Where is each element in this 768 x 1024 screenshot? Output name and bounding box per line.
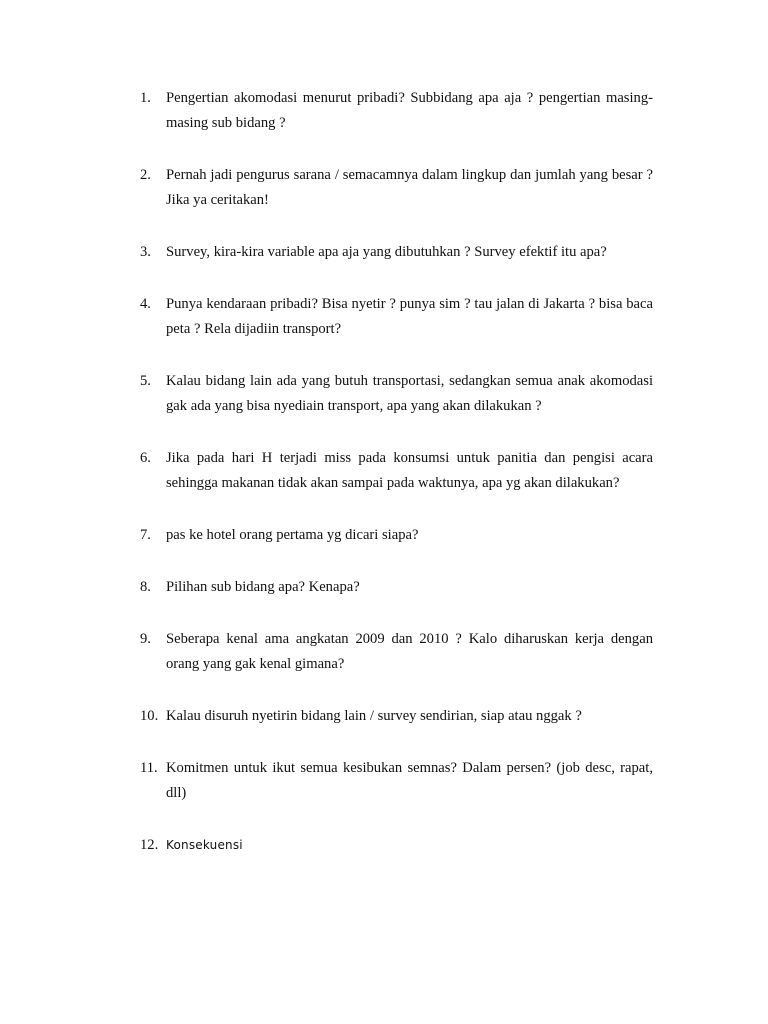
question-number: 5. [140, 373, 151, 389]
question-item-3 [140, 240, 653, 265]
question-number: 12. [140, 837, 159, 853]
question-text: Pengertian akomodasi menurut pribadi? Subbidang apa aja ? pengertian masing-masing sub bidang ? [166, 90, 653, 131]
question-number: 1. [140, 90, 151, 106]
question-item-10 [140, 704, 653, 729]
question-number: 2. [140, 167, 151, 183]
question-item-4 [140, 292, 653, 342]
question-item-9 [140, 627, 653, 677]
question-text: pas ke hotel orang pertama yg dicari siapa? [166, 527, 419, 543]
question-list [140, 86, 653, 885]
question-item-8 [140, 575, 653, 600]
question-text: Seberapa kenal ama angkatan 2009 dan 2010 ? Kalo diharuskan kerja dengan orang yang gak kenal gimana? [166, 631, 653, 672]
question-text: Punya kendaraan pribadi? Bisa nyetir ? punya sim ? tau jalan di Jakarta ? bisa baca peta ? Rela dijadiin transport? [166, 296, 653, 337]
question-number: 10. [140, 708, 159, 724]
question-text: Survey, kira-kira variable apa aja yang dibutuhkan ? Survey efektif itu apa? [166, 244, 607, 260]
question-number: 3. [140, 244, 151, 260]
question-text: Komitmen untuk ikut semua kesibukan semnas? Dalam persen? (job desc, rapat, dll) [166, 760, 653, 801]
question-text: Pilihan sub bidang apa? Kenapa? [166, 579, 360, 595]
question-number: 9. [140, 631, 151, 647]
question-number: 11. [140, 760, 158, 776]
question-item-11 [140, 756, 653, 806]
question-text: Konsekuensi [166, 838, 243, 852]
question-text: Kalau disuruh nyetirin bidang lain / survey sendirian, siap atau nggak ? [166, 708, 582, 724]
question-number: 7. [140, 527, 151, 543]
question-text: Pernah jadi pengurus sarana / semacamnya dalam lingkup dan jumlah yang besar ? Jika ya ceritakan! [166, 167, 653, 208]
question-number: 8. [140, 579, 151, 595]
question-text: Kalau bidang lain ada yang butuh transportasi, sedangkan semua anak akomodasi gak ada yang bisa nyediain transport, apa yang akan dilakukan ? [166, 373, 653, 414]
question-number: 6. [140, 450, 151, 466]
question-text: Jika pada hari H terjadi miss pada konsumsi untuk panitia dan pengisi acara sehingga makanan tidak akan sampai pada waktunya, apa yg akan dilakukan? [166, 450, 653, 491]
question-item-12 [140, 833, 653, 858]
question-item-1 [140, 86, 653, 136]
question-number: 4. [140, 296, 151, 312]
question-item-7 [140, 523, 653, 548]
question-item-2 [140, 163, 653, 213]
question-item-6 [140, 446, 653, 496]
question-item-5 [140, 369, 653, 419]
